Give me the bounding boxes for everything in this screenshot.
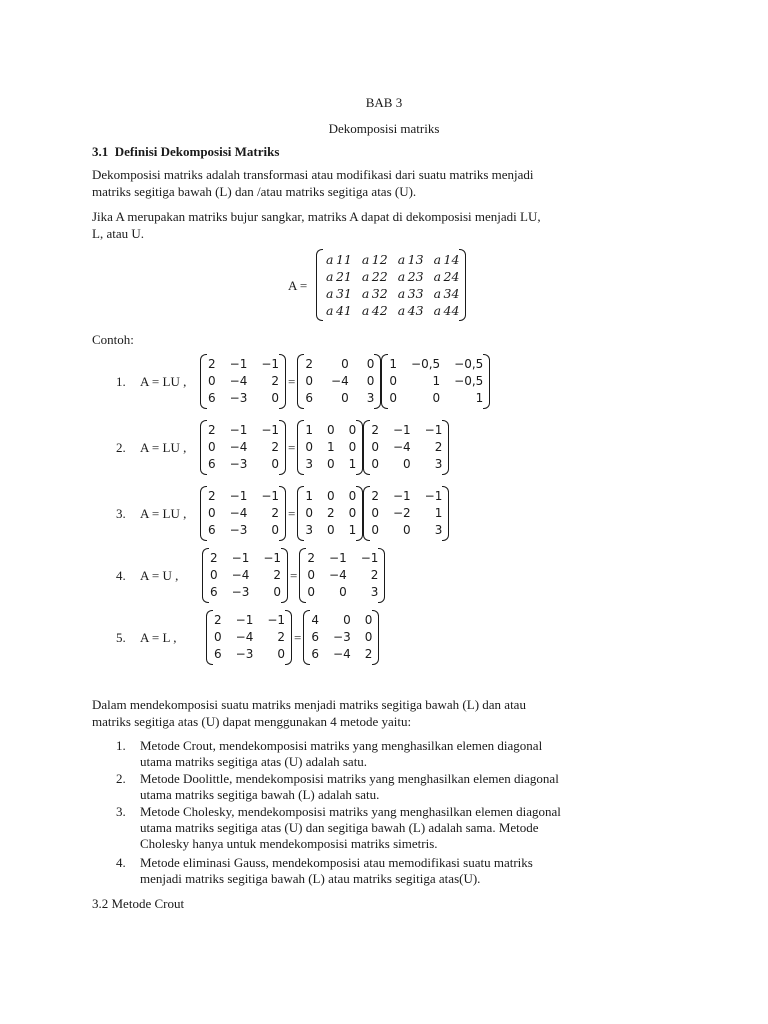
matrix-a-label: A = bbox=[288, 278, 308, 293]
matrix-cell: −4 bbox=[329, 568, 347, 582]
method-text-line: Cholesky hanya untuk mendekomposisi matriks simetris. bbox=[140, 836, 438, 851]
method-text bbox=[140, 771, 660, 803]
matrix-cell: −4 bbox=[392, 440, 411, 454]
matrix-cell: 0 bbox=[389, 391, 398, 405]
matrix-cell: −4 bbox=[331, 374, 349, 388]
chapter-title: BAB 3 bbox=[365, 95, 403, 110]
factor-matrix-1 bbox=[299, 548, 385, 603]
matrix-cell: a 33 bbox=[397, 286, 424, 301]
right-parenthesis bbox=[279, 420, 286, 475]
factor-matrix-2 bbox=[381, 354, 490, 409]
matrix-cell: −0,5 bbox=[454, 357, 484, 371]
example-equation bbox=[200, 354, 490, 409]
matrix-cell: −1 bbox=[261, 489, 280, 503]
right-parenthesis bbox=[372, 610, 379, 665]
matrix-cell: −4 bbox=[235, 630, 254, 644]
matrix-cell: −4 bbox=[231, 568, 250, 582]
matrix-cell: 0 bbox=[341, 357, 349, 371]
left-parenthesis bbox=[206, 610, 213, 665]
example-label: A = LU , bbox=[140, 440, 187, 455]
matrix-cell: 0 bbox=[271, 523, 280, 537]
equals-sign: = bbox=[288, 373, 296, 389]
matrix-cell: 0 bbox=[307, 568, 316, 582]
method-text-line: utama matriks segitiga atas (U) dan segitiga bawah (L) adalah sama. Metode bbox=[140, 820, 539, 835]
method-text-line: utama matriks segitiga atas (U) adalah satu. bbox=[140, 754, 368, 769]
right-parenthesis bbox=[442, 486, 449, 541]
matrix-cell: 2 bbox=[210, 551, 218, 565]
matrix-cell: 6 bbox=[311, 647, 320, 661]
matrix-cell: 2 bbox=[307, 551, 316, 565]
matrix-cell: −1 bbox=[229, 423, 248, 437]
example-number: 3. bbox=[116, 506, 126, 521]
matrix-cell: 0 bbox=[364, 630, 373, 644]
matrix-cell: −2 bbox=[392, 506, 411, 520]
matrix-cell: 0 bbox=[348, 423, 357, 437]
matrix-cell: 6 bbox=[305, 391, 314, 405]
matrix-cell: −1 bbox=[424, 423, 443, 437]
matrix-cell: −1 bbox=[424, 489, 443, 503]
example-label: A = U , bbox=[140, 568, 179, 583]
factor-matrix-2 bbox=[363, 486, 449, 541]
equals-sign: = bbox=[294, 629, 302, 645]
right-parenthesis bbox=[442, 420, 449, 475]
matrix-cell: 3 bbox=[434, 523, 443, 537]
matrix-cell: a 21 bbox=[326, 269, 352, 284]
matrix-cell: 2 bbox=[271, 440, 280, 454]
matrix-cell: 0 bbox=[273, 585, 282, 599]
matrix-cell: 0 bbox=[208, 506, 216, 520]
matrix-cell: 0 bbox=[348, 440, 357, 454]
matrix-cell: a 12 bbox=[361, 252, 388, 267]
example-equation bbox=[200, 486, 449, 541]
matrix-cell: a 22 bbox=[361, 269, 388, 284]
factor-matrix-1 bbox=[297, 354, 381, 409]
right-parenthesis bbox=[281, 548, 288, 603]
method-number: 4. bbox=[116, 855, 126, 870]
matrix-cell: 0 bbox=[371, 506, 379, 520]
equals-sign: = bbox=[290, 567, 298, 583]
matrix-cell: a 34 bbox=[433, 286, 460, 301]
matrix-cell: 4 bbox=[311, 613, 320, 627]
matrix-cell: 6 bbox=[208, 457, 216, 471]
example-equation bbox=[206, 610, 379, 665]
matrix-cell: 1 bbox=[327, 440, 335, 454]
paragraph-methods-intro-line1: Dalam mendekomposisi suatu matriks menjadi matriks segitiga bawah (L) dan atau bbox=[92, 697, 526, 712]
matrix-cell: 0 bbox=[366, 374, 375, 388]
paragraph-methods-intro-line2: matriks segitiga atas (U) dapat menggunakan 4 metode yaitu: bbox=[92, 714, 412, 729]
matrix-cell: 0 bbox=[327, 457, 335, 471]
method-text-line: Metode Crout, mendekomposisi matriks yang menghasilkan elemen diagonal bbox=[140, 738, 543, 753]
matrix-a bbox=[202, 548, 288, 603]
matrix-cell: −1 bbox=[231, 551, 250, 565]
section-32-heading: 3.2 Metode Crout bbox=[92, 896, 185, 911]
matrix-cell: 0 bbox=[208, 440, 216, 454]
matrix-a bbox=[200, 486, 286, 541]
matrix-cell: 0 bbox=[271, 457, 280, 471]
left-parenthesis bbox=[297, 420, 304, 475]
section-heading bbox=[92, 144, 279, 160]
factor-matrix-2 bbox=[363, 420, 449, 475]
example-number: 4. bbox=[116, 568, 126, 583]
method-number: 2. bbox=[116, 771, 126, 786]
matrix-cell: 6 bbox=[208, 523, 216, 537]
example-equation bbox=[200, 420, 449, 475]
example-number: 1. bbox=[116, 374, 126, 389]
chapter-subtitle: Dekomposisi matriks bbox=[328, 121, 440, 136]
matrix-a bbox=[206, 610, 292, 665]
right-parenthesis bbox=[279, 354, 286, 409]
method-text-line: Metode Doolittle, mendekomposisi matriks yang menghasilkan elemen diagonal bbox=[140, 771, 559, 786]
example-number: 2. bbox=[116, 440, 126, 455]
matrix-cell: 2 bbox=[208, 423, 216, 437]
right-parenthesis bbox=[459, 249, 466, 321]
right-parenthesis bbox=[374, 354, 381, 409]
matrix-cell: −1 bbox=[261, 357, 280, 371]
method-text-line: Metode eliminasi Gauss, mendekomposisi atau memodifikasi suatu matriks bbox=[140, 855, 533, 870]
matrix-a bbox=[200, 420, 286, 475]
matrix-cell: 2 bbox=[271, 506, 280, 520]
matrix-cell: 0 bbox=[364, 613, 373, 627]
matrix-cell: 0 bbox=[403, 523, 411, 537]
matrix-cell: 3 bbox=[305, 457, 314, 471]
matrix-cell: −1 bbox=[229, 489, 248, 503]
matrix-cell: 3 bbox=[370, 585, 379, 599]
right-parenthesis bbox=[378, 548, 385, 603]
matrix-cell: −1 bbox=[392, 423, 411, 437]
matrix-cell: a 14 bbox=[433, 252, 460, 267]
method-text bbox=[140, 855, 660, 887]
matrix-cell: −1 bbox=[229, 357, 248, 371]
matrix-cell: −1 bbox=[263, 551, 282, 565]
method-text-line: Metode Cholesky, mendekomposisi matriks yang menghasilkan elemen diagonal bbox=[140, 804, 561, 819]
matrix-cell: a 44 bbox=[433, 303, 460, 318]
matrix-cell: 6 bbox=[208, 391, 216, 405]
paragraph-square-matrix-line2: L, atau U. bbox=[92, 226, 144, 241]
matrix-cell: −4 bbox=[229, 506, 248, 520]
matrix-cell: 2 bbox=[214, 613, 222, 627]
matrix-cell: a 32 bbox=[361, 286, 388, 301]
matrix-cell: a 24 bbox=[433, 269, 460, 284]
general-matrix-a bbox=[316, 249, 466, 321]
equals-sign: = bbox=[288, 439, 296, 455]
matrix-cell: 1 bbox=[348, 457, 357, 471]
paragraph-definition-line2: matriks segitiga bawah (L) dan /atau matriks segitiga atas (U). bbox=[92, 184, 417, 199]
matrix-cell: 0 bbox=[327, 523, 335, 537]
examples-label: Contoh: bbox=[92, 332, 134, 347]
left-parenthesis bbox=[200, 486, 207, 541]
matrix-cell: 1 bbox=[434, 506, 443, 520]
matrix-cell: 2 bbox=[370, 568, 379, 582]
matrix-cell: a 13 bbox=[397, 252, 424, 267]
matrix-cell: 0 bbox=[214, 630, 222, 644]
matrix-cell: 2 bbox=[371, 423, 379, 437]
method-text bbox=[140, 804, 660, 852]
left-parenthesis bbox=[297, 486, 304, 541]
matrix-cell: 0 bbox=[271, 391, 280, 405]
left-parenthesis bbox=[297, 354, 304, 409]
matrix-cell: 6 bbox=[210, 585, 218, 599]
matrix-cell: 2 bbox=[277, 630, 286, 644]
matrix-cell: 1 bbox=[389, 357, 398, 371]
matrix-cell: 1 bbox=[475, 391, 484, 405]
matrix-cell: −0,5 bbox=[454, 374, 484, 388]
matrix-cell: 0 bbox=[371, 523, 379, 537]
example-equation bbox=[202, 548, 385, 603]
matrix-cell: 0 bbox=[339, 585, 347, 599]
matrix-cell: 0 bbox=[208, 374, 216, 388]
left-parenthesis bbox=[200, 420, 207, 475]
matrix-cell: −4 bbox=[333, 647, 351, 661]
factor-matrix-1 bbox=[303, 610, 379, 665]
matrix-cell: −0,5 bbox=[411, 357, 441, 371]
left-parenthesis bbox=[299, 548, 306, 603]
paragraph-square-matrix-line1: Jika A merupakan matriks bujur sangkar, matriks A dapat di dekomposisi menjadi LU, bbox=[92, 209, 541, 224]
example-number: 5. bbox=[116, 630, 126, 645]
factor-matrix-1 bbox=[297, 420, 363, 475]
left-parenthesis bbox=[303, 610, 310, 665]
matrix-cell: −3 bbox=[229, 457, 248, 471]
matrix-cell: a 31 bbox=[326, 286, 352, 301]
matrix-cell: 3 bbox=[305, 523, 314, 537]
matrix-cell: 1 bbox=[432, 374, 441, 388]
matrix-cell: −3 bbox=[333, 630, 351, 644]
example-label: A = LU , bbox=[140, 374, 187, 389]
equals-sign: = bbox=[288, 505, 296, 521]
matrix-cell: 0 bbox=[210, 568, 218, 582]
matrix-cell: −1 bbox=[235, 613, 254, 627]
section-title: Definisi Dekomposisi Matriks bbox=[114, 144, 280, 159]
method-text bbox=[140, 738, 660, 770]
matrix-cell: −3 bbox=[229, 391, 248, 405]
right-parenthesis bbox=[279, 486, 286, 541]
matrix-cell: 0 bbox=[341, 391, 349, 405]
left-parenthesis bbox=[363, 420, 370, 475]
matrix-cell: 3 bbox=[434, 457, 443, 471]
matrix-cell: 2 bbox=[327, 506, 335, 520]
matrix-cell: −1 bbox=[267, 613, 286, 627]
matrix-cell: 0 bbox=[307, 585, 316, 599]
matrix-cell: 0 bbox=[327, 489, 335, 503]
matrix-cell: a 43 bbox=[397, 303, 424, 318]
matrix-cell: 0 bbox=[371, 457, 379, 471]
matrix-cell: 0 bbox=[305, 374, 314, 388]
matrix-cell: 0 bbox=[371, 440, 379, 454]
right-parenthesis bbox=[356, 420, 363, 475]
paragraph-definition-line1: Dekomposisi matriks adalah transformasi atau modifikasi dari suatu matriks menjadi bbox=[92, 167, 534, 182]
left-parenthesis bbox=[202, 548, 209, 603]
matrix-cell: 2 bbox=[364, 647, 373, 661]
example-label: A = L , bbox=[140, 630, 177, 645]
left-parenthesis bbox=[363, 486, 370, 541]
matrix-cell: −4 bbox=[229, 440, 248, 454]
matrix-cell: 2 bbox=[434, 440, 443, 454]
matrix-cell: 2 bbox=[273, 568, 282, 582]
example-label: A = LU , bbox=[140, 506, 187, 521]
matrix-cell: 0 bbox=[389, 374, 398, 388]
right-parenthesis bbox=[483, 354, 490, 409]
left-parenthesis bbox=[200, 354, 207, 409]
matrix-cell: 0 bbox=[348, 506, 357, 520]
right-parenthesis bbox=[356, 486, 363, 541]
method-number: 1. bbox=[116, 738, 126, 753]
matrix-cell: −3 bbox=[235, 647, 254, 661]
left-parenthesis bbox=[381, 354, 388, 409]
matrix-a bbox=[200, 354, 286, 409]
matrix-cell: 2 bbox=[271, 374, 280, 388]
matrix-cell: 0 bbox=[305, 506, 314, 520]
left-parenthesis bbox=[316, 249, 323, 321]
matrix-cell: −1 bbox=[261, 423, 280, 437]
matrix-cell: −1 bbox=[360, 551, 379, 565]
matrix-cell: 3 bbox=[366, 391, 375, 405]
matrix-cell: 0 bbox=[403, 457, 411, 471]
matrix-cell: 6 bbox=[311, 630, 320, 644]
matrix-cell: −3 bbox=[229, 523, 248, 537]
matrix-cell: −3 bbox=[231, 585, 250, 599]
method-text-line: utama matriks segitiga bawah (L) adalah satu. bbox=[140, 787, 380, 802]
matrix-cell: 0 bbox=[348, 489, 357, 503]
matrix-cell: a 11 bbox=[326, 252, 352, 267]
matrix-cell: 1 bbox=[305, 423, 314, 437]
matrix-cell: −1 bbox=[329, 551, 347, 565]
matrix-cell: −4 bbox=[229, 374, 248, 388]
method-text-line: menjadi matriks segitiga bawah (L) atau matriks segitiga atas(U). bbox=[140, 871, 481, 886]
matrix-cell: 0 bbox=[277, 647, 286, 661]
matrix-cell: a 41 bbox=[326, 303, 352, 318]
matrix-cell: 2 bbox=[305, 357, 314, 371]
matrix-cell: 6 bbox=[214, 647, 222, 661]
matrix-cell: 1 bbox=[348, 523, 357, 537]
matrix-cell: 0 bbox=[343, 613, 351, 627]
matrix-cell: 2 bbox=[208, 489, 216, 503]
section-number: 3.1 bbox=[92, 144, 109, 159]
method-number: 3. bbox=[116, 804, 126, 819]
right-parenthesis bbox=[285, 610, 292, 665]
matrix-cell: 2 bbox=[208, 357, 216, 371]
matrix-cell: −1 bbox=[392, 489, 411, 503]
matrix-cell: 0 bbox=[366, 357, 375, 371]
matrix-cell: a 42 bbox=[361, 303, 388, 318]
matrix-cell: 0 bbox=[305, 440, 314, 454]
matrix-cell: 0 bbox=[327, 423, 335, 437]
factor-matrix-1 bbox=[297, 486, 363, 541]
matrix-cell: a 23 bbox=[397, 269, 424, 284]
matrix-cell: 0 bbox=[432, 391, 441, 405]
matrix-cell: 1 bbox=[305, 489, 314, 503]
matrix-cell: 2 bbox=[371, 489, 379, 503]
